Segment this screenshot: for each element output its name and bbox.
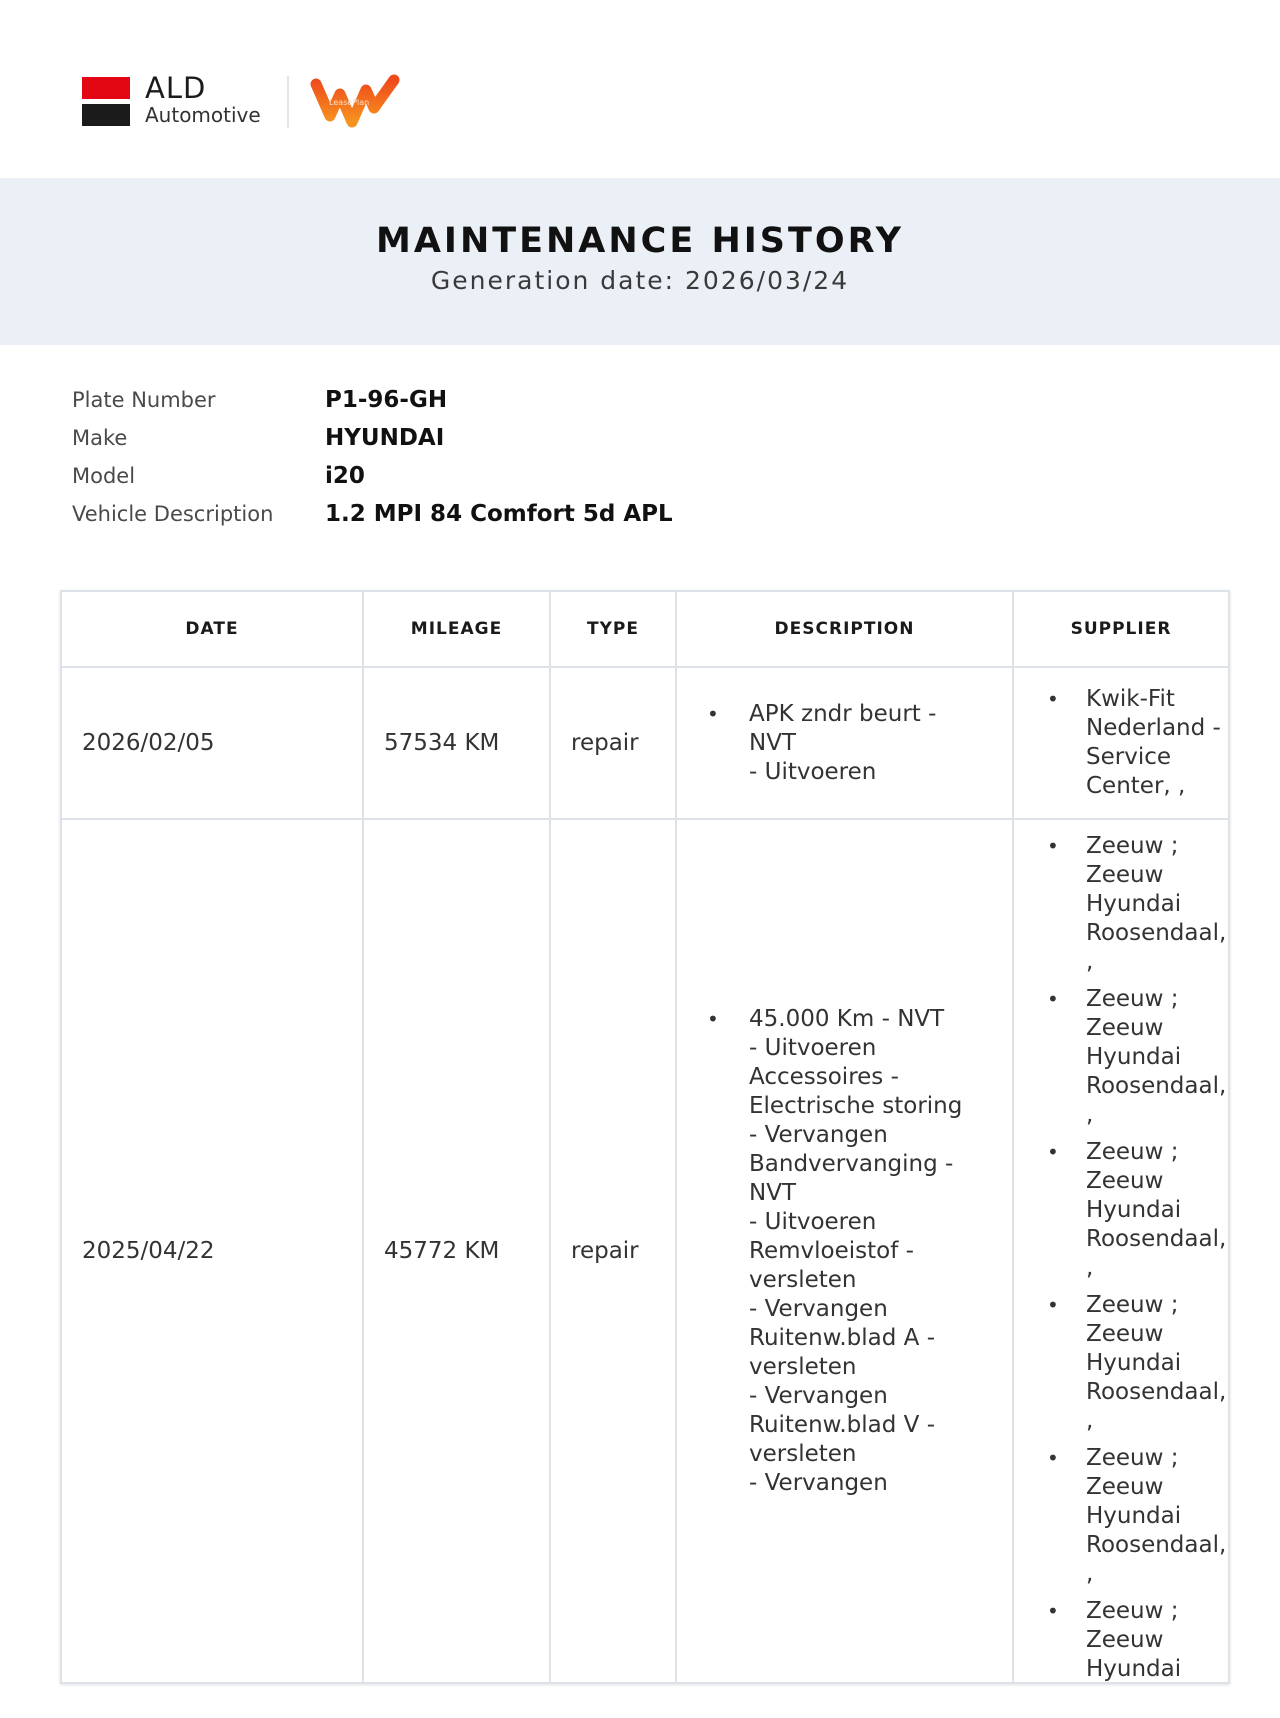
cell-description — [676, 819, 1013, 1683]
bullet-icon: • — [707, 701, 719, 726]
supplier-item: • Kwik-Fit Nederland - Service Center, , — [1047, 686, 1221, 799]
supplier-item: • Zeeuw ; Zeeuw Hyundai Roosendaal, , — [1047, 1292, 1227, 1434]
ald-logo-text — [145, 71, 261, 127]
bullet-icon: • — [1047, 834, 1059, 858]
description-list — [697, 700, 1012, 787]
column-header-mileage: MILEAGE — [363, 591, 550, 667]
header-band — [0, 178, 1280, 345]
description-item: • APK zndr beurt - NVT - Uitvoeren — [707, 700, 937, 785]
bullet-icon: • — [707, 1006, 719, 1031]
model-label: Model — [72, 464, 136, 488]
vehicle-description-label: Vehicle Description — [72, 502, 274, 526]
ald-logo-line2: Automotive — [145, 103, 261, 127]
column-header-type: TYPE — [550, 591, 676, 667]
table-header-row — [61, 591, 1229, 667]
ald-logo-mark — [82, 77, 130, 126]
cell-mileage: 57534 KM — [363, 667, 550, 819]
cell-date: 2025/04/22 — [61, 819, 363, 1683]
description-list — [697, 1005, 1012, 1498]
cell-supplier — [1013, 667, 1229, 819]
bullet-icon: • — [1047, 1293, 1059, 1317]
generation-date: Generation date: 2026/03/24 — [430, 266, 850, 295]
supplier-item: • Zeeuw ; Zeeuw Hyundai Roosendaal, , — [1047, 1139, 1227, 1281]
supplier-item: • Zeeuw ; Zeeuw Hyundai Roosendaal, , — [1047, 833, 1227, 975]
page-title: MAINTENANCE HISTORY — [376, 221, 904, 261]
vehicle-description-value: 1.2 MPI 84 Comfort 5d APL — [325, 501, 673, 527]
bullet-icon: • — [1047, 1140, 1059, 1164]
supplier-list — [1034, 685, 1228, 801]
column-header-date: DATE — [61, 591, 363, 667]
ald-logo-line1: ALD — [145, 71, 207, 105]
maintenance-table — [60, 590, 1230, 1684]
bullet-icon: • — [1047, 1599, 1059, 1623]
supplier-list — [1034, 832, 1228, 1682]
cell-date: 2026/02/05 — [61, 667, 363, 819]
supplier-item: • Zeeuw ; Zeeuw Hyundai Roosendaal, , — [1047, 1445, 1227, 1587]
cell-type: repair — [550, 667, 676, 819]
bullet-icon: • — [1047, 987, 1059, 1011]
logo-area — [0, 0, 1280, 178]
cell-description — [676, 667, 1013, 819]
column-header-supplier: SUPPLIER — [1013, 591, 1229, 667]
supplier-item: • Zeeuw ; Zeeuw Hyundai Roosendaal, , — [1047, 986, 1227, 1128]
plate-label: Plate Number — [72, 388, 216, 412]
model-value: i20 — [325, 463, 365, 489]
supplier-item: • Zeeuw ; Zeeuw Hyundai — [1047, 1598, 1182, 1682]
cell-type: repair — [550, 819, 676, 1683]
make-value: HYUNDAI — [325, 425, 445, 451]
table-row — [61, 819, 1229, 1683]
bullet-icon: • — [1047, 1446, 1059, 1470]
bullet-icon: • — [1047, 687, 1059, 711]
cell-supplier — [1013, 819, 1229, 1683]
cell-mileage: 45772 KM — [363, 819, 550, 1683]
description-item: • 45.000 Km - NVT - Uitvoeren Accessoires - Electrische storing - Vervangen Bandvervanging - NVT - Uitvoeren Remvloeistof - versleten - Vervangen Ruitenw.blad A - versleten - Vervangen Ruitenw.blad V - versleten - Vervangen — [707, 1005, 963, 1496]
column-header-description: DESCRIPTION — [676, 591, 1013, 667]
table-row — [61, 667, 1229, 819]
plate-value: P1-96-GH — [325, 387, 448, 413]
make-label: Make — [72, 426, 128, 450]
leaseplan-logo-word: LeasePlan — [329, 98, 370, 107]
logo-divider — [287, 76, 289, 128]
